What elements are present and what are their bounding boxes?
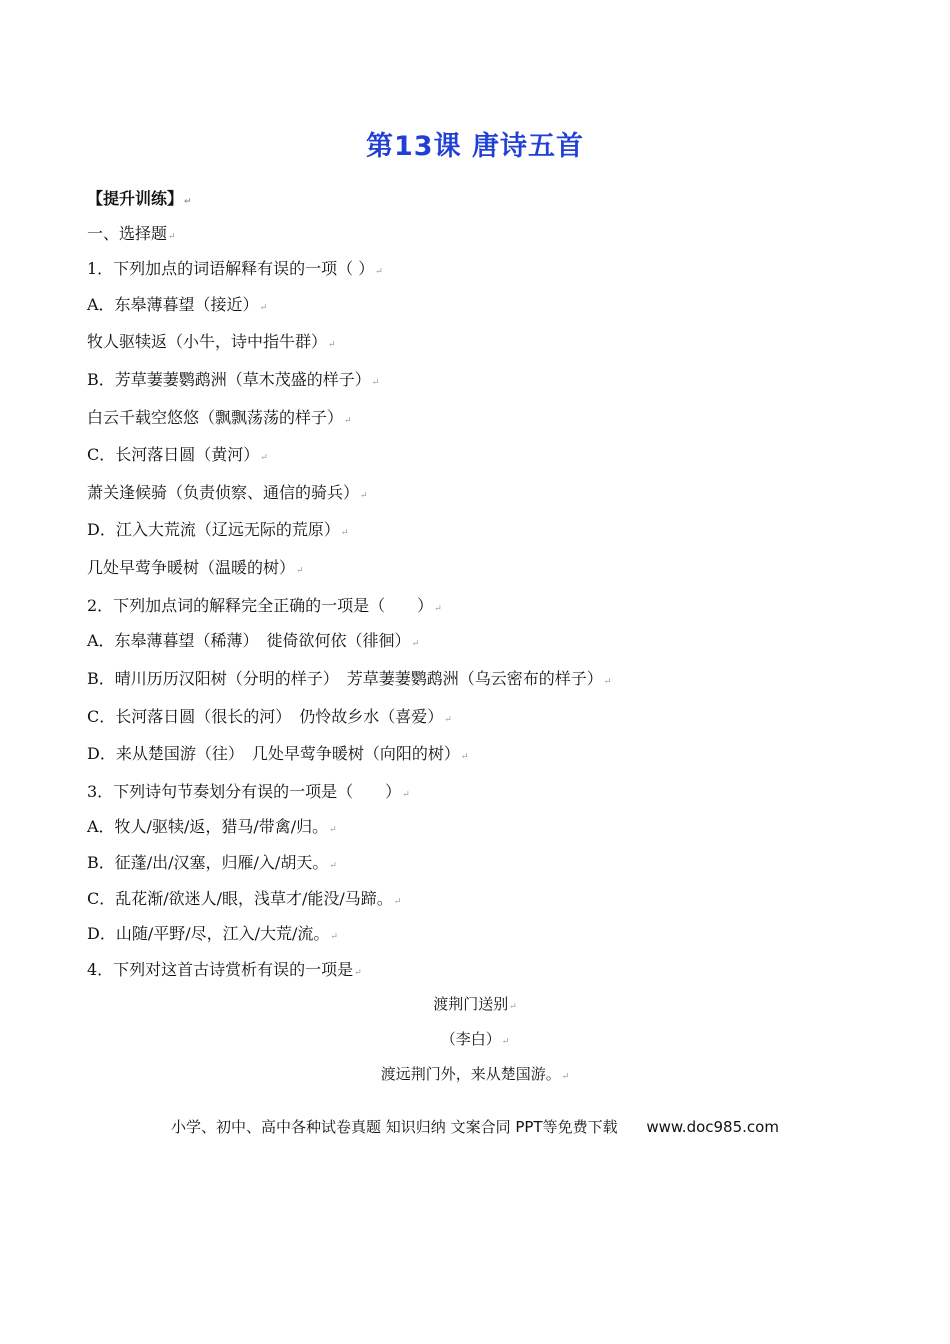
q1-option-b-line2: 白云千载空悠悠（飘飘荡荡的样子）↵	[87, 408, 352, 427]
q1-option-d-line1: D．江入大荒流（辽远无际的荒原）↵	[87, 520, 349, 539]
q2-option-d: D．来从楚国游（往） 几处早莺争暖树（向阳的树）↵	[87, 744, 469, 763]
poem-title: 渡荆门送别↵	[433, 995, 517, 1013]
footer-text: 小学、初中、高中各种试卷真题 知识归纳 文案合同 PPT等免费下载	[171, 1118, 618, 1136]
q1-option-d-line2: 几处早莺争暖树（温暖的树）↵	[87, 558, 304, 577]
q4-stem: 4．下列对这首古诗赏析有误的一项是↵	[87, 960, 362, 979]
q3-stem: 3．下列诗句节奏划分有误的一项是（ ）↵	[87, 782, 410, 801]
q3-option-c: C．乱花渐/欲迷人/眼，浅草才/能没/马蹄。↵	[87, 889, 402, 908]
section-heading: 【提升训练】↵	[87, 189, 192, 208]
q2-option-c: C．长河落日圆（很长的河） 仍怜故乡水（喜爱）↵	[87, 707, 452, 726]
q1-option-a-line1: A．东皋薄暮望（接近）↵	[87, 295, 268, 314]
q3-option-d: D．山随/平野/尽，江入/大荒/流。↵	[87, 924, 338, 943]
poem-line-1: 渡远荆门外，来从楚国游。↵	[380, 1065, 570, 1083]
footer-url[interactable]: www.doc985.com	[646, 1118, 779, 1136]
q1-option-c-line2: 萧关逢候骑（负责侦察、通信的骑兵）↵	[87, 483, 368, 502]
q1-option-b-line1: B．芳草萋萋鹦鹉洲（草木茂盛的样子）↵	[87, 370, 380, 389]
footer-banner	[0, 1116, 950, 1137]
poem-author: （李白）↵	[440, 1030, 510, 1048]
q1-option-c-line1: C．长河落日圆（黄河）↵	[87, 445, 268, 464]
q3-option-b: B．征蓬/出/汉塞，归雁/入/胡天。↵	[87, 853, 337, 872]
q2-option-b: B．晴川历历汉阳树（分明的样子） 芳草萋萋鹦鹉洲（乌云密布的样子）↵	[87, 669, 612, 688]
part-heading: 一、选择题↵	[87, 224, 176, 243]
q1-stem: 1．下列加点的词语解释有误的一项（ ）↵	[87, 259, 383, 278]
page-title: 第13课 唐诗五首	[366, 131, 584, 162]
q1-option-a-line2: 牧人驱犊返（小牛，诗中指牛群）↵	[87, 332, 336, 351]
q2-option-a: A．东皋薄暮望（稀薄） 徙倚欲何依（徘徊）↵	[87, 631, 420, 650]
q3-option-a: A．牧人/驱犊/返，猎马/带禽/归。↵	[87, 817, 337, 836]
q2-stem: 2．下列加点词的解释完全正确的一项是（ ）↵	[87, 596, 442, 615]
